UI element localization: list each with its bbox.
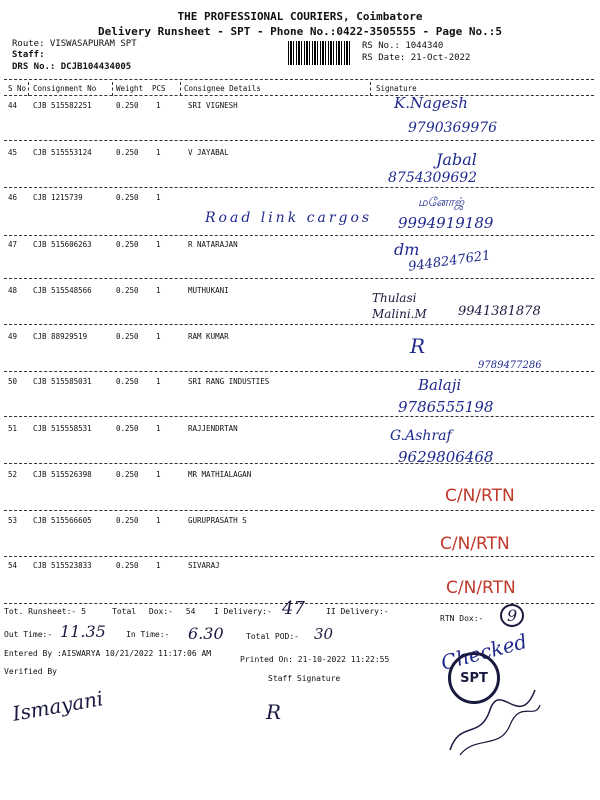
- staff-signature-mark: R: [266, 700, 282, 724]
- row-consignee: MUTHUKANI: [188, 286, 229, 295]
- signature-name: G.Ashraf: [390, 428, 452, 444]
- row-weight: 0.250: [116, 193, 139, 202]
- company-title: THE PROFESSIONAL COURIERS, Coimbatore: [177, 10, 423, 23]
- handwritten-note: Road link cargos: [205, 210, 373, 226]
- out-time-label: Out Time:-: [4, 630, 53, 639]
- row-weight: 0.250: [116, 470, 139, 479]
- row-consignee: RAJJENDRTAN: [188, 424, 238, 433]
- signature-phone: 9994919189: [398, 214, 494, 232]
- row-consignment: CJB 515523833: [33, 561, 92, 570]
- row-weight: 0.250: [116, 101, 139, 110]
- drs-number: DRS No.: DCJB104434005: [12, 62, 132, 72]
- row-pcs: 1: [156, 332, 161, 341]
- row-pcs: 1: [156, 286, 161, 295]
- row-weight: 0.250: [116, 377, 139, 386]
- row-consignment: CJB 1215739: [33, 193, 83, 202]
- row-weight: 0.250: [116, 516, 139, 525]
- row-consignment: CJB 515553124: [33, 148, 92, 157]
- return-mark: C/N/RTN: [446, 578, 516, 598]
- row-sno: 53: [8, 516, 18, 525]
- row-sno: 54: [8, 561, 18, 570]
- row-weight: 0.250: [116, 148, 139, 157]
- signature-phone: 9448247621: [407, 248, 492, 275]
- staff-signature-label: Staff Signature: [268, 674, 341, 683]
- col-pcs: PCS: [152, 84, 166, 93]
- row-divider: [4, 324, 594, 325]
- rtn-dox-label: RTN Dox:-: [440, 614, 484, 623]
- row-divider: [4, 416, 594, 417]
- signature-name: Balaji: [418, 376, 462, 394]
- row-sno: 44: [8, 101, 18, 110]
- signature-phone: 9941381878: [458, 304, 541, 319]
- tot-runsheet: Tot. Runsheet:- 5: [4, 607, 86, 616]
- return-mark: C/N/RTN: [440, 534, 510, 554]
- row-divider: [4, 140, 594, 141]
- col-sno: S No: [8, 84, 27, 93]
- row-sno: 45: [8, 148, 18, 157]
- row-sno: 48: [8, 286, 18, 295]
- ii-delivery-label: II Delivery:-: [326, 607, 389, 616]
- col-consignment: Consignment No: [33, 84, 97, 93]
- total-pod-label: Total POD:-: [246, 632, 299, 641]
- i-delivery-label: I Delivery:-: [214, 607, 272, 616]
- i-delivery-value: 47: [282, 598, 305, 619]
- printed-on: Printed On: 21-10-2022 11:22:55: [240, 655, 390, 664]
- row-consignee: SIVARAJ: [188, 561, 220, 570]
- verified-by-signature: Ismayani: [10, 686, 105, 726]
- row-pcs: 1: [156, 470, 161, 479]
- row-weight: 0.250: [116, 561, 139, 570]
- row-consignment: CJB 515566605: [33, 516, 92, 525]
- row-pcs: 1: [156, 148, 161, 157]
- signature-name: Thulasi Malini.M: [372, 291, 427, 321]
- verified-by-label: Verified By: [4, 667, 57, 676]
- total-pod-value: 30: [314, 625, 334, 643]
- row-divider: [4, 556, 594, 557]
- header-bottom-divider: [4, 95, 594, 96]
- total-dox: Total Dox:- 54: [112, 607, 196, 616]
- row-sno: 50: [8, 377, 18, 386]
- row-pcs: 1: [156, 193, 161, 202]
- row-consignee: RAM KUMAR: [188, 332, 229, 341]
- signature-name: R: [410, 334, 426, 358]
- signature-phone: 8754309692: [388, 170, 478, 186]
- rtn-dox-value: 9: [500, 604, 524, 627]
- row-weight: 0.250: [116, 332, 139, 341]
- out-time-value: 11.35: [60, 622, 106, 641]
- row-weight: 0.250: [116, 240, 139, 249]
- row-pcs: 1: [156, 516, 161, 525]
- row-divider: [4, 510, 594, 511]
- col-divider: [370, 82, 371, 96]
- row-consignment: CJB 515585031: [33, 377, 92, 386]
- col-signature: Signature: [376, 84, 417, 93]
- signature-name: dm: [394, 240, 420, 259]
- entered-by: Entered By :AISWARYA 10/21/2022 11:17:06 AM: [4, 649, 212, 658]
- signature-phone: 9789477286: [478, 360, 542, 371]
- signature-name: மனோஜ்: [418, 195, 465, 209]
- row-consignment: CJB 88929519: [33, 332, 88, 341]
- row-weight: 0.250: [116, 424, 139, 433]
- row-pcs: 1: [156, 240, 161, 249]
- rs-date: RS Date: 21-Oct-2022: [362, 53, 471, 63]
- row-sno: 46: [8, 193, 18, 202]
- row-consignment: CJB 515582251: [33, 101, 92, 110]
- staff-label: Staff:: [12, 50, 45, 60]
- col-divider: [180, 82, 181, 96]
- stamp-scribble-icon: [440, 680, 550, 760]
- table-top-divider: [4, 79, 594, 80]
- row-consignment: CJB 515548566: [33, 286, 92, 295]
- col-weight: Weight: [116, 84, 144, 93]
- row-pcs: 1: [156, 101, 161, 110]
- row-sno: 51: [8, 424, 18, 433]
- row-divider: [4, 235, 594, 236]
- row-consignee: GURUPRASATH S: [188, 516, 247, 525]
- row-divider: [4, 371, 594, 372]
- row-consignee: SRI VIGNESH: [188, 101, 238, 110]
- in-time-label: In Time:-: [126, 630, 170, 639]
- row-consignee: MR MATHIALAGAN: [188, 470, 252, 479]
- stamp-text: SPT: [460, 670, 488, 686]
- row-pcs: 1: [156, 561, 161, 570]
- row-pcs: 1: [156, 377, 161, 386]
- signature-name: K.Nagesh: [394, 94, 468, 112]
- row-sno: 49: [8, 332, 18, 341]
- row-consignee: SRI RANG INDUSTIES: [188, 377, 270, 386]
- signature-phone: 9629806468: [398, 448, 494, 466]
- col-divider: [28, 82, 29, 96]
- route-label: Route: VISWASAPURAM SPT: [12, 39, 137, 49]
- signature-name: Jabal: [436, 150, 477, 169]
- row-consignment: CJB 515526398: [33, 470, 92, 479]
- in-time-value: 6.30: [188, 624, 224, 643]
- signature-phone: 9786555198: [398, 398, 494, 416]
- row-consignee: V JAYABAL: [188, 148, 229, 157]
- rs-number: RS No.: 1044340: [362, 41, 444, 51]
- row-weight: 0.250: [116, 286, 139, 295]
- row-consignment: CJB 515606263: [33, 240, 92, 249]
- col-divider: [112, 82, 113, 96]
- signature-phone: 9790369976: [408, 120, 498, 136]
- checked-handwriting: Checked: [438, 629, 530, 675]
- barcode-icon: [288, 41, 352, 65]
- row-pcs: 1: [156, 424, 161, 433]
- row-sno: 47: [8, 240, 18, 249]
- return-mark: C/N/RTN: [445, 486, 515, 506]
- row-consignment: CJB 515558531: [33, 424, 92, 433]
- col-consignee: Consignee Details: [184, 84, 261, 93]
- row-divider: [4, 463, 594, 464]
- row-sno: 52: [8, 470, 18, 479]
- row-divider: [4, 187, 594, 188]
- row-consignee: R NATARAJAN: [188, 240, 238, 249]
- runsheet-subtitle: Delivery Runsheet - SPT - Phone No.:0422-3505555 - Page No.:5: [98, 25, 502, 38]
- row-divider: [4, 278, 594, 279]
